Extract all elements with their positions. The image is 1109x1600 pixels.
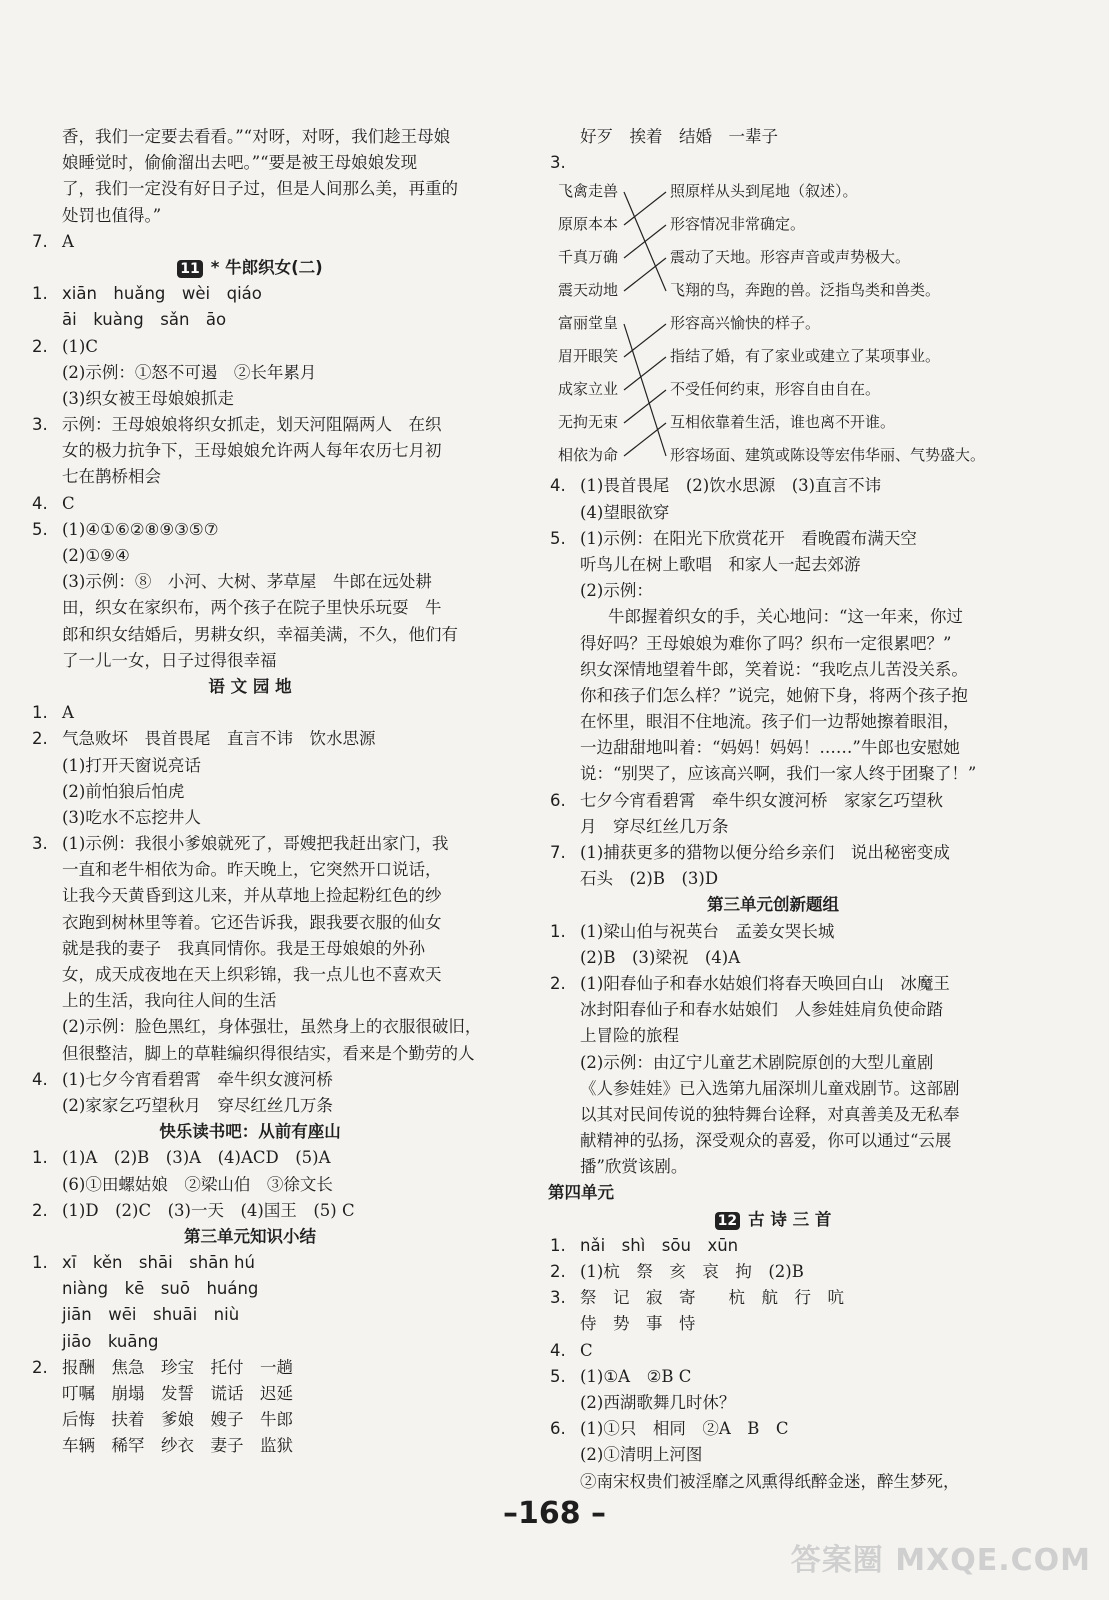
answer-item <box>548 526 998 552</box>
match-connector-line <box>624 390 666 423</box>
text-line <box>30 1093 470 1119</box>
text-line <box>30 203 470 229</box>
text-line <box>30 962 470 988</box>
text-line <box>548 1050 998 1076</box>
line-text: 好歹 挨着 结婚 一辈子 <box>580 127 778 146</box>
line-text: 在怀里，眼泪不住地流。孩子们一边帮她擦着眼泪， <box>580 712 960 732</box>
item-text: (1)④①⑥②⑧⑨③⑤⑦ <box>62 519 219 539</box>
text-line <box>30 805 470 831</box>
line-text: 石头 (2)B (3)D <box>580 869 719 889</box>
text-line <box>30 648 470 674</box>
item-number: 7. <box>550 843 566 862</box>
text-line <box>548 1102 998 1128</box>
match-left-idiom: 原原本本 <box>558 215 619 234</box>
answer-item <box>548 1285 998 1311</box>
text-line <box>30 910 470 936</box>
line-text: 上冒险的旅程 <box>580 1026 679 1046</box>
line-text: 《人参娃娃》已入选第九届深圳儿童戏剧节。这部剧 <box>580 1078 960 1098</box>
line-text: 一直和老牛相依为命。昨天晚上，它突然开口说话， <box>62 860 442 880</box>
answer-item <box>548 1233 998 1259</box>
item-text: (1)A (2)B (3)A (4)ACD (5)A <box>62 1148 331 1168</box>
match-connector-line <box>624 324 666 357</box>
text-line <box>30 1302 470 1328</box>
item-number: 1. <box>32 1148 48 1168</box>
text-line <box>30 779 470 805</box>
line-text: (2)B (3)梁祝 (4)A <box>580 947 741 967</box>
line-text: 上的生活，我向往人间的生活 <box>62 991 277 1011</box>
match-right-definition: 照原样从头到尾地（叙述）。 <box>670 182 858 201</box>
line-text: 了一儿一女，日子过得很幸福 <box>62 650 277 670</box>
line-text: (2)前怕狼后怕虎 <box>62 781 185 801</box>
text-line <box>548 657 998 683</box>
answer-item <box>548 1338 998 1364</box>
section-title-text: 语 文 园 地 <box>208 676 292 696</box>
answer-item <box>30 831 470 857</box>
text-line <box>30 124 470 150</box>
item-text: (1)①A ②B C <box>580 1366 692 1386</box>
text-line <box>548 604 998 630</box>
line-text: 就是我的妻子 我真同情你。我是王母娘娘的外孙 <box>62 938 425 958</box>
line-text: 侍 势 事 恃 <box>580 1314 696 1334</box>
item-text: xiān huǎng wèi qiáo <box>62 284 262 304</box>
section-title-text: 快乐读书吧：从前有座山 <box>159 1122 341 1142</box>
item-number: 5. <box>550 528 566 548</box>
text-line <box>30 464 470 490</box>
lesson-number-badge: 11 <box>177 260 202 278</box>
item-number: 6. <box>550 1419 566 1439</box>
item-number: 2. <box>550 1262 566 1281</box>
text-line <box>30 1381 470 1407</box>
item-number: 3. <box>32 834 48 854</box>
answer-item <box>30 1145 470 1171</box>
line-text: 献精神的弘扬，深受观众的喜爱，你可以通过“云展 <box>580 1131 952 1151</box>
line-text: (4)望眼欲穿 <box>580 502 670 522</box>
line-text: (2)示例：脸色黑红，身体强壮，虽然身上的衣服很破旧， <box>62 1017 482 1037</box>
section-title-text: * 牛郎织女(二) <box>210 257 323 277</box>
item-text: C <box>62 493 75 513</box>
text-line <box>30 857 470 883</box>
text-line <box>30 438 470 464</box>
section-title <box>30 1119 470 1145</box>
match-right-definition: 飞翔的鸟，奔跑的兽。泛指鸟类和兽类。 <box>670 281 941 300</box>
text-line <box>30 150 470 176</box>
answer-item <box>548 840 998 866</box>
item-number: 6. <box>550 790 566 810</box>
line-text: 你和孩子们怎么样？”说完，她俯下身，将两个孩子抱 <box>580 685 968 705</box>
answer-item <box>30 1067 470 1093</box>
item-text: (1)①只 相同 ②A B C <box>580 1419 789 1439</box>
item-text: 气急败坏 畏首畏尾 直言不讳 饮水思源 <box>62 729 376 749</box>
item-text: (1)D (2)C (3)一天 (4)国王 (5) C <box>62 1200 355 1220</box>
line-text: (2)①清明上河图 <box>580 1445 703 1465</box>
lesson-number-badge: 12 <box>715 1212 740 1230</box>
line-text: (2)示例： <box>580 581 653 601</box>
answer-item <box>548 971 998 997</box>
section-title <box>548 1180 998 1206</box>
text-line <box>30 307 470 333</box>
item-number: 4. <box>550 1340 566 1360</box>
line-text: 处罚也值得。” <box>62 205 162 225</box>
text-line <box>548 1311 998 1337</box>
text-line <box>548 814 998 840</box>
item-number: 3. <box>550 153 566 173</box>
line-text: 以其对民间传说的独特舞台诠释，对真善美及无私奉 <box>580 1104 960 1124</box>
answer-item <box>30 229 470 255</box>
text-line <box>30 386 470 412</box>
line-text: (6)①田螺姑娘 ②梁山伯 ③徐文长 <box>62 1174 333 1194</box>
match-left-idiom: 成家立业 <box>558 380 619 399</box>
line-text: (3)织女被王母娘娘抓走 <box>62 388 234 408</box>
item-number: 3. <box>550 1288 566 1308</box>
line-text: 说：“别哭了，应该高兴啊，我们一家人终于团聚了！” <box>580 764 977 784</box>
match-connector-line <box>624 324 666 456</box>
text-line <box>548 1023 998 1049</box>
text-line <box>30 569 470 595</box>
section-title-text: 古 诗 三 首 <box>748 1209 832 1229</box>
text-line <box>30 1172 470 1198</box>
match-connector-line <box>624 225 666 258</box>
watermark: 答案圈 MXQE.COM <box>790 1543 1091 1578</box>
text-line <box>30 1014 482 1040</box>
text-line <box>548 709 998 735</box>
match-right-definition: 指结了婚，有了家业或建立了某项事业。 <box>670 347 941 366</box>
text-line <box>548 735 998 761</box>
text-line <box>30 1433 470 1459</box>
line-text: (3)示例：⑧ 小河、大树、茅草屋 牛郎在远处耕 <box>62 572 432 592</box>
item-number: 2. <box>32 729 48 749</box>
line-text: (3)吃水不忘挖井人 <box>62 807 201 827</box>
item-text: (1)阳春仙子和春水姑娘们将春天唤回白山 冰魔王 <box>580 973 950 993</box>
left-column <box>30 124 482 1460</box>
text-line <box>548 866 998 892</box>
line-text: 七在鹊桥相会 <box>62 467 161 487</box>
page-number: –168 – <box>502 1496 607 1531</box>
match-connector-line <box>624 423 666 456</box>
item-number: 1. <box>550 1235 566 1255</box>
line-text: (2)①⑨④ <box>62 546 130 565</box>
item-number: 4. <box>32 493 48 513</box>
answer-item <box>548 473 998 499</box>
item-number: 2. <box>550 973 566 993</box>
match-left-idiom: 相依为命 <box>558 446 619 465</box>
text-line <box>30 753 470 779</box>
item-number: 4. <box>550 476 566 496</box>
text-line <box>30 936 470 962</box>
item-text: (1)梁山伯与祝英台 孟姜女哭长城 <box>580 921 835 941</box>
item-number: 1. <box>32 284 48 304</box>
answer-item <box>30 517 470 543</box>
item-text: nǎi shì sōu xūn <box>580 1235 739 1255</box>
match-left-idiom: 眉开眼笑 <box>558 347 619 366</box>
line-text: 月 穿尽红丝几万条 <box>580 816 729 836</box>
line-text: (2)西湖歌舞几时休？ <box>580 1392 736 1412</box>
text-line <box>30 1276 470 1302</box>
text-line <box>548 761 998 787</box>
item-text: 七夕今宵看碧霄 牵牛织女渡河桥 家家乞巧望秋 <box>580 790 943 810</box>
item-text: xī kěn shāi shān hú <box>62 1253 255 1273</box>
match-right-definition: 形容情况非常确定。 <box>670 215 806 234</box>
item-number: 1. <box>550 921 566 941</box>
section-title <box>30 674 470 700</box>
line-text: 女，成天成夜地在天上织彩锦，我一点儿也不喜欢天 <box>62 965 442 984</box>
match-right-definition: 互相依靠着生活，谁也离不开谁。 <box>670 413 896 432</box>
line-text: (2)示例：由辽宁儿童艺术剧院原创的大型儿童剧 <box>580 1052 934 1072</box>
answer-item <box>30 1355 470 1381</box>
right-column <box>548 124 998 1495</box>
item-number: 7. <box>32 231 48 251</box>
answer-item <box>548 788 998 814</box>
item-text: (1)示例：在阳光下欣赏花开 看晚霞布满天空 <box>580 528 917 548</box>
text-line <box>548 1442 998 1468</box>
answer-item <box>30 726 470 752</box>
match-left-idiom: 震天动地 <box>558 281 619 300</box>
answer-item <box>30 491 470 517</box>
match-connector-line <box>624 258 666 291</box>
answer-item <box>548 1416 998 1442</box>
text-line <box>548 631 998 657</box>
match-left-idiom: 千真万确 <box>558 248 619 267</box>
answer-item <box>30 1198 470 1224</box>
line-text: jiāo kuāng <box>62 1331 159 1351</box>
line-text: 得好吗？王母娘娘为难你了吗？织布一定很累吧？” <box>580 633 952 653</box>
section-title-text: 第三单元知识小结 <box>184 1226 316 1246</box>
item-number: 5. <box>550 1366 566 1386</box>
text-line <box>30 360 470 386</box>
item-number: 2. <box>32 1357 48 1377</box>
item-number: 3. <box>32 415 48 435</box>
text-line <box>30 883 470 909</box>
match-left-idiom: 无拘无束 <box>558 413 619 432</box>
text-line <box>548 1469 998 1495</box>
item-text: 报酬 焦急 珍宝 托付 一趟 <box>62 1357 293 1377</box>
text-line <box>30 1329 470 1355</box>
text-line <box>548 1128 998 1154</box>
item-number: 1. <box>32 1253 48 1273</box>
match-right-definition: 形容高兴愉快的样子。 <box>670 314 821 333</box>
item-text: 示例：王母娘娘将织女抓走，划天河阻隔两人 在织 <box>62 415 442 435</box>
answer-item <box>548 919 998 945</box>
section-title-text: 第四单元 <box>548 1183 614 1203</box>
text-line <box>548 552 998 578</box>
match-connector-line <box>624 192 666 225</box>
section-title <box>30 1224 470 1250</box>
line-text: 冰封阳春仙子和春水姑娘们 人参娃娃肩负使命踏 <box>580 1000 943 1020</box>
item-text: (1)杭 祭 亥 哀 拘 (2)B <box>580 1262 804 1281</box>
text-line <box>548 997 998 1023</box>
text-line <box>548 1076 998 1102</box>
text-line <box>30 595 470 621</box>
text-line <box>30 1041 475 1067</box>
line-text: (1)打开天窗说亮话 <box>62 755 201 775</box>
text-line <box>548 1154 998 1180</box>
answer-item <box>30 334 470 360</box>
text-line <box>548 945 998 971</box>
answer-item <box>548 1259 998 1285</box>
item-text: 祭 记 寂 寄 杭 航 行 吭 <box>580 1288 844 1308</box>
item-text: (1)示例：我很小爹娘就死了，哥嫂把我赶出家门，我 <box>62 834 449 854</box>
text-line <box>548 1390 998 1416</box>
line-text: 播”欣赏该剧。 <box>580 1157 688 1177</box>
line-text: 车辆 稀罕 纱衣 妻子 监狱 <box>62 1436 293 1456</box>
item-text: A <box>62 231 74 251</box>
line-text: ②南宋权贵们被淫靡之风熏得纸醉金迷，醉生梦死， <box>580 1471 960 1491</box>
match-right-definition: 不受任何约束，形容自由自在。 <box>670 380 881 399</box>
item-text: (1)捕获更多的猎物以便分给乡亲们 说出秘密变成 <box>580 843 950 862</box>
line-text: 香，我们一定要去看看。”“对呀，对呀，我们趁王母娘 <box>62 127 451 146</box>
text-line <box>548 124 998 150</box>
line-text: 衣跑到树林里等着。它还告诉我，跟我要衣服的仙女 <box>62 912 442 932</box>
section-title <box>548 1207 998 1233</box>
text-line <box>30 176 470 202</box>
text-line <box>30 622 470 648</box>
line-text: 牛郎握着织女的手，关心地问：“这一年来，你过 <box>608 607 963 627</box>
item-text: (1)七夕今宵看碧霄 牵牛织女渡河桥 <box>62 1069 333 1089</box>
line-text: 后悔 扶着 爹娘 嫂子 牛郎 <box>62 1410 293 1430</box>
match-left-idiom: 富丽堂皇 <box>558 314 619 333</box>
item-number: 2. <box>32 336 48 356</box>
line-text: (2)示例：①怒不可遏 ②长年累月 <box>62 362 317 382</box>
matching-exercise <box>548 176 998 473</box>
text-line <box>548 500 998 526</box>
item-number: 4. <box>32 1069 48 1089</box>
line-text: 田，织女在家织布，两个孩子在院子里快乐玩耍 牛 <box>62 598 442 618</box>
line-text: 让我今天黄昏到这儿来，并从草地上捡起粉红色的纱 <box>62 886 442 906</box>
answer-item <box>30 281 470 307</box>
answer-item <box>30 412 470 438</box>
text-line <box>30 543 470 569</box>
answer-item <box>30 1250 470 1276</box>
text-line <box>30 1407 470 1433</box>
line-text: (2)家家乞巧望秋月 穿尽红丝几万条 <box>62 1095 333 1115</box>
item-text: C <box>580 1340 593 1360</box>
line-text: 娘睡觉时，偷偷溜出去吧。”“要是被王母娘娘发现 <box>62 153 418 173</box>
line-text: 叮嘱 崩塌 发誓 谎话 迟延 <box>62 1384 293 1403</box>
text-line <box>548 578 998 604</box>
answer-item <box>30 700 470 726</box>
item-text: A <box>62 703 74 723</box>
line-text: niàng kē suō huáng <box>62 1279 259 1299</box>
text-line <box>30 988 470 1014</box>
answer-item <box>548 1364 998 1390</box>
item-number: 1. <box>32 703 48 723</box>
line-text: 女的极力抗争下，王母娘娘允许两人每年农历七月初 <box>62 441 442 461</box>
match-right-definition: 震动了天地。形容声音或声势极大。 <box>670 248 911 267</box>
item-number: 2. <box>32 1200 48 1220</box>
match-right-definition: 形容场面、建筑或陈设等宏伟华丽、气势盛大。 <box>670 446 986 465</box>
line-text: 郎和织女结婚后，男耕女织，幸福美满，不久，他们有 <box>62 624 458 644</box>
text-line <box>548 683 998 709</box>
line-text: 一边甜甜地叫着：“妈妈！妈妈！……”牛郎也安慰她 <box>580 738 960 758</box>
line-text: jiān wēi shuāi niù <box>62 1305 240 1325</box>
section-title <box>548 892 998 918</box>
line-text: 织女深情地望着牛郎，笑着说：“我吃点儿苦没关系。 <box>580 659 968 679</box>
match-connector-line <box>624 357 666 390</box>
match-left-idiom: 飞禽走兽 <box>558 182 619 201</box>
item-text: (1)C <box>62 336 98 356</box>
section-title-text: 第三单元创新题组 <box>707 895 839 915</box>
item-text: (1)畏首畏尾 (2)饮水思源 (3)直言不讳 <box>580 476 882 496</box>
answer-item <box>548 150 998 176</box>
line-text: 但很整洁，脚上的草鞋编织得很结实，看来是个勤劳的人 <box>62 1043 475 1063</box>
item-number: 5. <box>32 519 48 539</box>
line-text: āi kuàng sǎn āo <box>62 310 227 330</box>
line-text: 听鸟儿在树上歌唱 和家人一起去郊游 <box>580 554 861 574</box>
line-text: 了，我们一定没有好日子过，但是人间那么美，再重的 <box>62 179 458 199</box>
section-title <box>30 255 470 281</box>
